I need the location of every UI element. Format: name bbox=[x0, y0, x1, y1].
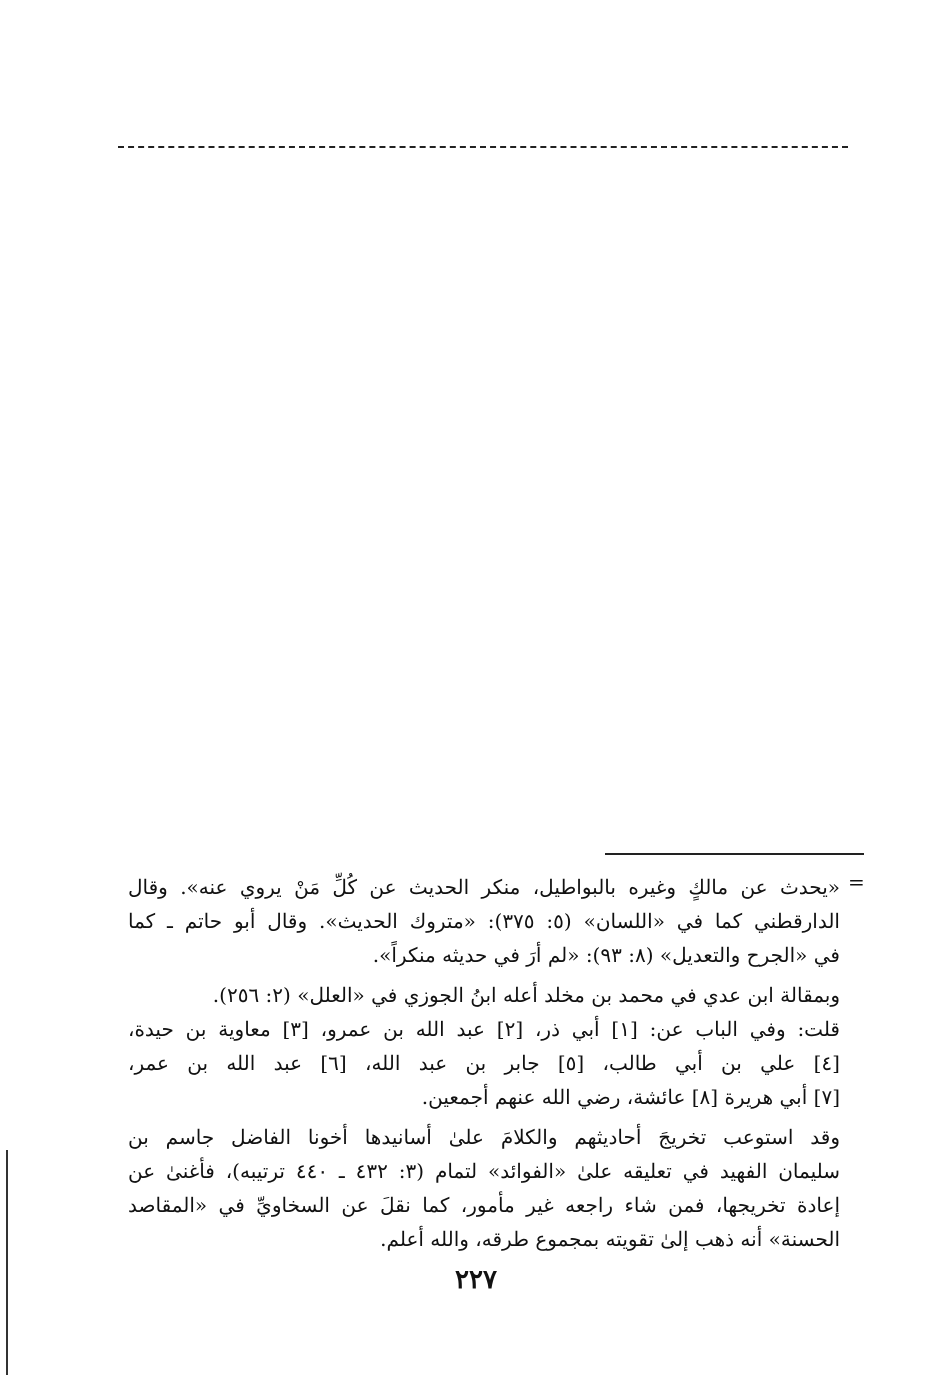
footnote-block bbox=[128, 870, 840, 1256]
footnote-line: سليمان الفهيد في تعليقه علىٰ «الفوائد» لتمام (٣: ٤٣٢ ـ ٤٤٠ ترتيبه)، فأغنىٰ عن bbox=[128, 1159, 840, 1183]
footnote-paragraph-1 bbox=[128, 870, 840, 972]
footnote-paragraph-4 bbox=[128, 1120, 840, 1256]
top-dashed-rule bbox=[118, 146, 848, 148]
scan-edge-mark bbox=[6, 1150, 8, 1375]
footnote-line: وبمقالة ابن عدي في محمد بن مخلد أعله ابنُ الجوزي في «العلل» (٢: ٢٥٦). bbox=[212, 983, 840, 1007]
footnote-line: [٤] علي بن أبي طالب، [٥] جابر بن عبد الله، [٦] عبد الله بن عمر، bbox=[128, 1051, 840, 1075]
footnote-line: وقد استوعب تخريجَ أحاديثهم والكلامَ علىٰ أسانيدها أخونا الفاضل جاسم بن bbox=[128, 1125, 840, 1149]
footnote-line: في «الجرح والتعديل» (٨: ٩٣): «لم أرَ في حديثه منكراً». bbox=[372, 943, 840, 967]
footnote-continuation-mark: = bbox=[848, 870, 865, 894]
footnote-line: [٧] أبي هريرة [٨] عائشة، رضي الله عنهم أجمعين. bbox=[421, 1085, 840, 1109]
footnote-line: إعادة تخريجها، فمن شاء راجعه غير مأمور، كما نقلَ عن السخاويِّ في «المقاصد bbox=[128, 1193, 840, 1217]
footnote-line: قلت: وفي الباب عن: [١] أبي ذر، [٢] عبد الله بن عمرو، [٣] معاوية بن حيدة، bbox=[128, 1017, 840, 1041]
footnote-line: «يحدث عن مالكٍ وغيره بالبواطيل، منكر الحديث عن كُلِّ مَنْ يروي عنه». وقال bbox=[128, 875, 840, 899]
footnote-separator-rule bbox=[605, 853, 864, 855]
page-number: ٢٢٧ bbox=[455, 1265, 497, 1295]
footnote-line: الحسنة» أنه ذهب إلىٰ تقويته بمجموع طرقه، والله أعلم. bbox=[380, 1227, 840, 1251]
footnote-line: الدارقطني كما في «اللسان» (٥: ٣٧٥): «متروك الحديث». وقال أبو حاتم ـ كما bbox=[128, 909, 840, 933]
footnote-paragraph-2 bbox=[128, 978, 840, 1012]
footnote-paragraph-3 bbox=[128, 1012, 840, 1114]
